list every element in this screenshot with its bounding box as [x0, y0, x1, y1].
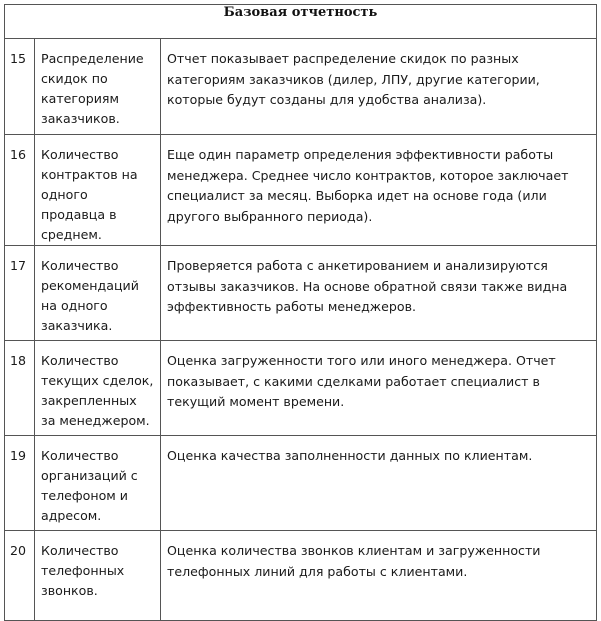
metric-name: Количество телефонных звонков. [35, 531, 161, 621]
metric-description: Отчет показывает распределение скидок по разных категориям заказчиков (дилер, ЛПУ, другие категории, которые будут созданы для удобства анализа). [161, 39, 597, 135]
table-row [5, 246, 597, 341]
table-title: Базовая отчетность [5, 5, 597, 39]
row-number: 17 [5, 246, 35, 341]
table-row [5, 531, 597, 621]
row-number: 18 [5, 341, 35, 436]
row-number: 19 [5, 436, 35, 531]
metric-description: Оценка качества заполненности данных по клиентам. [161, 436, 597, 531]
row-number: 15 [5, 39, 35, 135]
metric-description: Оценка загруженности того или иного менеджера. Отчет показывает, с какими сделками работает специалист в текущий момент времени. [161, 341, 597, 436]
metric-name: Количество текущих сделок, закрепленных за менеджером. [35, 341, 161, 436]
row-number: 20 [5, 531, 35, 621]
metric-name: Количество организаций с телефоном и адресом. [35, 436, 161, 531]
metric-name: Количество рекомендаций на одного заказчика. [35, 246, 161, 341]
table-row [5, 341, 597, 436]
metric-name: Количество контрактов на одного продавца в среднем. [35, 135, 161, 246]
report-table [4, 4, 597, 621]
table-row [5, 135, 597, 246]
metric-description: Оценка количества звонков клиентам и загруженности телефонных линий для работы с клиентами. [161, 531, 597, 621]
metric-description: Еще один параметр определения эффективности работы менеджера. Среднее число контрактов, которое заключает специалист за месяц. Выборка идет на основе года (или другого выбранного периода). [161, 135, 597, 246]
metric-name: Распределение скидок по категориям заказчиков. [35, 39, 161, 135]
row-number: 16 [5, 135, 35, 246]
table-header-row [5, 5, 597, 39]
table-row [5, 39, 597, 135]
table-row [5, 436, 597, 531]
metric-description: Проверяется работа с анкетированием и анализируются отзывы заказчиков. На основе обратной связи также видна эффективность работы менеджеров. [161, 246, 597, 341]
